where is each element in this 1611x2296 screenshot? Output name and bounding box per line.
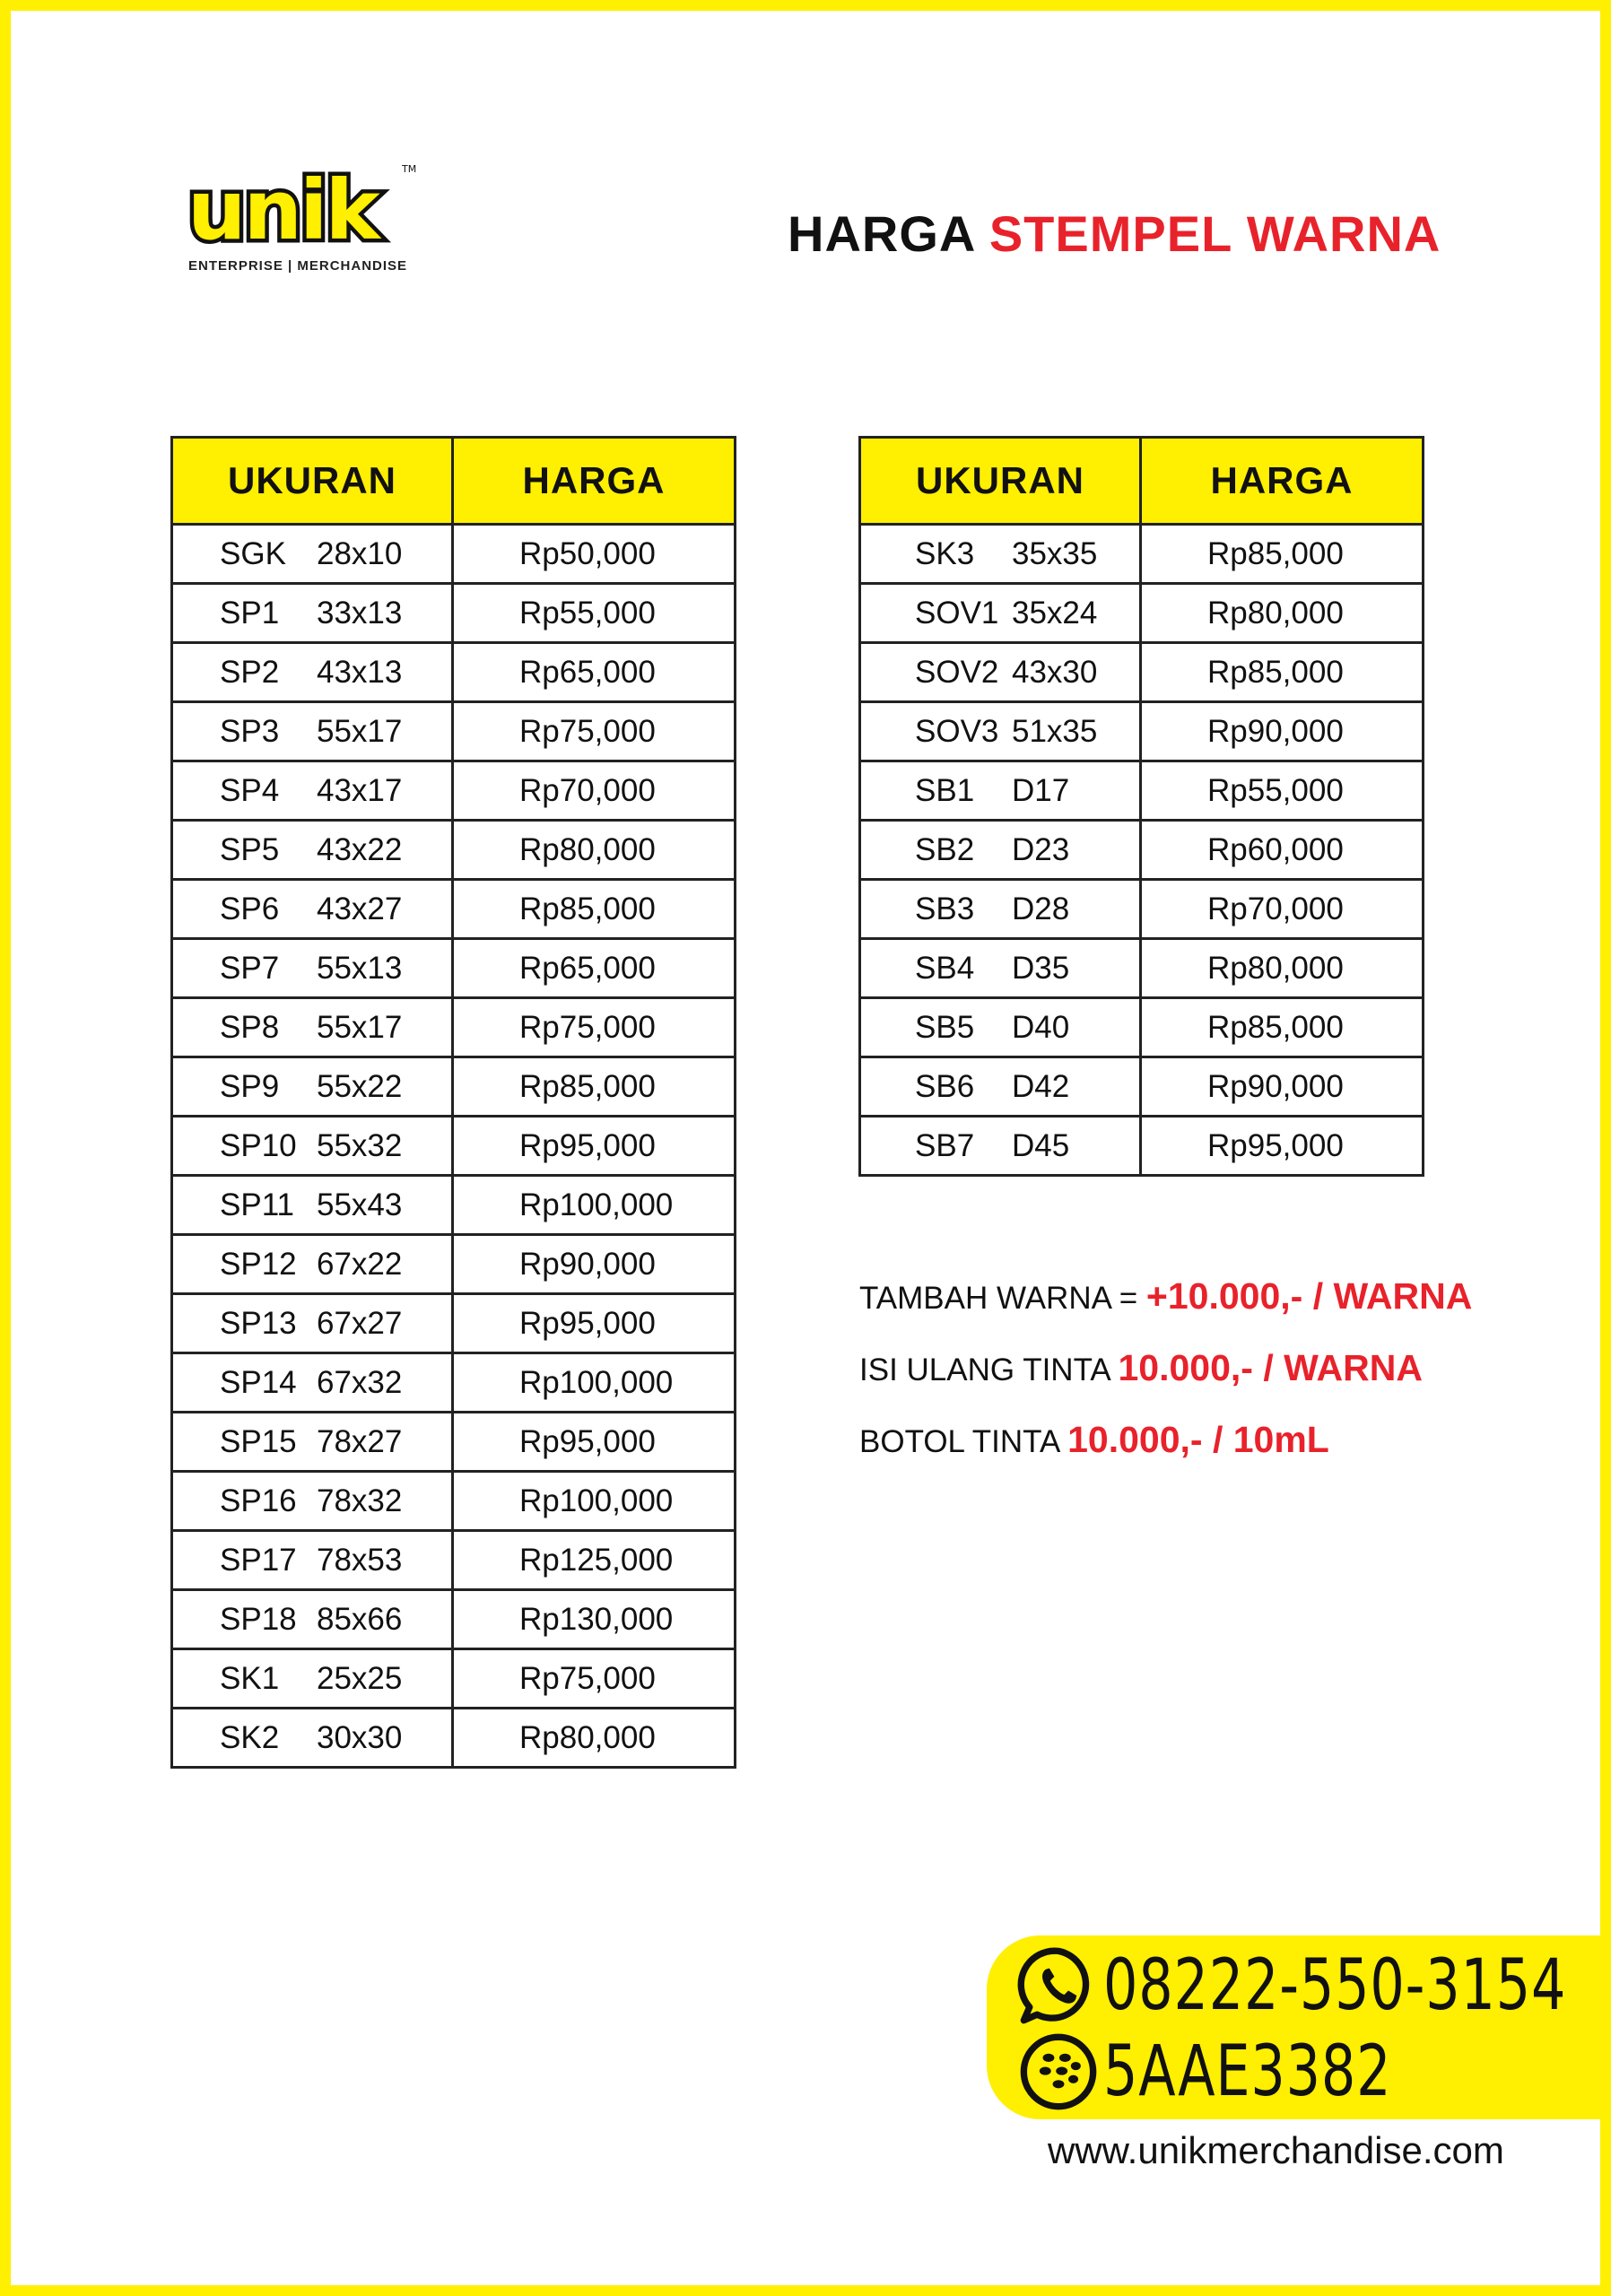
table-row [860,702,1424,761]
table-row [860,998,1424,1057]
stamp-code: SP9 [220,1068,280,1104]
stamp-size: 55x17 [317,1009,403,1045]
ukuran-cell [860,939,1141,998]
harga-cell: Rp95,000 [453,1294,736,1353]
page-title [788,204,1441,263]
stamp-size: 43x13 [317,654,403,690]
stamp-code: SK3 [915,535,975,571]
stamp-code: SP12 [220,1246,297,1282]
stamp-code: SB4 [915,950,975,986]
note-label: BOTOL TINTA [859,1424,1068,1459]
logo-trademark: TM [402,163,417,175]
ukuran-cell [172,939,453,998]
bbm-pin: 5AAE3382 [1103,2031,1392,2112]
table-row [172,880,736,939]
harga-cell: Rp85,000 [1141,525,1424,584]
title-prefix: HARGA [788,205,975,262]
harga-cell: Rp85,000 [1141,643,1424,702]
bbm-contact[interactable] [1014,2029,1439,2115]
harga-cell: Rp60,000 [1141,821,1424,880]
ukuran-cell [172,761,453,821]
table-header-row [860,438,1424,525]
header-harga: HARGA [453,438,736,525]
stamp-code: SP15 [220,1423,297,1459]
stamp-size: 55x32 [317,1127,403,1163]
stamp-size: 35x35 [1012,535,1098,571]
price-table-right [858,436,1424,1177]
stamp-size: 55x43 [317,1187,403,1222]
note-label: TAMBAH WARNA = [859,1281,1146,1316]
harga-cell: Rp85,000 [1141,998,1424,1057]
table-header-row [172,438,736,525]
stamp-code: SOV2 [915,654,999,690]
table-row [172,1117,736,1176]
stamp-size: 78x32 [317,1483,403,1518]
stamp-code: SP6 [220,891,280,926]
ukuran-cell [860,702,1141,761]
harga-cell: Rp90,000 [1141,1057,1424,1117]
stamp-size: 55x22 [317,1068,403,1104]
harga-cell: Rp80,000 [453,821,736,880]
harga-cell: Rp100,000 [453,1176,736,1235]
stamp-size: D45 [1012,1127,1070,1163]
stamp-size: 25x25 [317,1660,403,1696]
harga-cell: Rp65,000 [453,939,736,998]
harga-cell: Rp90,000 [1141,702,1424,761]
stamp-code: SB3 [915,891,975,926]
stamp-size: 30x30 [317,1719,403,1755]
table-row [172,1472,736,1531]
stamp-code: SP11 [220,1187,295,1222]
harga-cell: Rp80,000 [453,1709,736,1768]
table-row [172,1649,736,1709]
ukuran-cell [172,525,453,584]
whatsapp-number: 08222-550-3154 [1103,1945,1567,2026]
harga-cell: Rp75,000 [453,1649,736,1709]
ukuran-cell [860,525,1141,584]
table-row [172,1353,736,1413]
table-row [172,821,736,880]
table-row [172,761,736,821]
title-accent: STEMPEL WARNA [988,205,1441,262]
stamp-size: D17 [1012,772,1070,808]
table-row [860,761,1424,821]
table-row [172,1709,736,1768]
stamp-size: 28x10 [317,535,403,571]
table-row [860,821,1424,880]
header-ukuran: UKURAN [172,438,453,525]
harga-cell: Rp85,000 [453,1057,736,1117]
harga-cell: Rp80,000 [1141,584,1424,643]
stamp-code: SK2 [220,1719,280,1755]
note-value: 10.000,- / WARNA [1118,1347,1423,1388]
stamp-code: SP10 [220,1127,297,1163]
ukuran-cell [860,643,1141,702]
website-link[interactable]: www.unikmerchandise.com [1048,2129,1504,2171]
harga-cell: Rp55,000 [1141,761,1424,821]
table-row [172,643,736,702]
table-body-left [172,525,736,1768]
stamp-size: D42 [1012,1068,1070,1104]
ukuran-cell [172,1294,453,1353]
stamp-size: 78x53 [317,1542,403,1578]
stamp-code: SB6 [915,1068,975,1104]
stamp-code: SK1 [220,1660,280,1696]
harga-cell: Rp90,000 [453,1235,736,1294]
stamp-size: D23 [1012,831,1070,867]
table-body-right [860,525,1424,1176]
stamp-code: SP14 [220,1364,297,1400]
table-row [860,1117,1424,1176]
note-isi-ulang-tinta [859,1347,1472,1419]
ukuran-cell [172,1649,453,1709]
ukuran-cell [172,702,453,761]
table-row [172,939,736,998]
ukuran-cell [860,880,1141,939]
harga-cell: Rp70,000 [453,761,736,821]
harga-cell: Rp70,000 [1141,880,1424,939]
harga-cell: Rp125,000 [453,1531,736,1590]
stamp-size: D40 [1012,1009,1070,1045]
stamp-size: 43x17 [317,772,403,808]
harga-cell: Rp95,000 [453,1413,736,1472]
ukuran-cell [172,998,453,1057]
table-row [860,525,1424,584]
stamp-code: SB5 [915,1009,975,1045]
stamp-code: SB1 [915,772,975,808]
contact-panel [987,1935,1611,2119]
ukuran-cell [172,1472,453,1531]
logo-tagline: ENTERPRISE | MERCHANDISE [188,258,408,274]
stamp-size: 67x22 [317,1246,403,1282]
stamp-size: 33x13 [317,595,403,631]
stamp-code: SOV1 [915,595,999,631]
ukuran-cell [860,584,1141,643]
harga-cell: Rp85,000 [453,880,736,939]
stamp-code: SB7 [915,1127,975,1163]
table-row [172,702,736,761]
stamp-size: D28 [1012,891,1070,926]
table-row [172,525,736,584]
note-label: ISI ULANG TINTA [859,1352,1119,1387]
table-row [860,584,1424,643]
ukuran-cell [860,821,1141,880]
table-row [172,1176,736,1235]
blackberry-messenger-icon [1014,2029,1103,2115]
ukuran-cell [172,1235,453,1294]
table-row [172,584,736,643]
header-harga: HARGA [1141,438,1424,525]
stamp-size: 55x17 [317,713,403,749]
stamp-code: SP4 [220,772,280,808]
extra-charges-notes [859,1275,1472,1491]
stamp-size: 51x35 [1012,713,1098,749]
harga-cell: Rp65,000 [453,643,736,702]
stamp-code: SP2 [220,654,280,690]
stamp-size: 43x22 [317,831,403,867]
harga-cell: Rp75,000 [453,998,736,1057]
stamp-size: 43x27 [317,891,403,926]
stamp-code: SP1 [220,595,280,631]
harga-cell: Rp130,000 [453,1590,736,1649]
harga-cell: Rp95,000 [1141,1117,1424,1176]
ukuran-cell [860,761,1141,821]
table-row [860,1057,1424,1117]
stamp-size: D35 [1012,950,1070,986]
stamp-code: SP7 [220,950,280,986]
ukuran-cell [172,1353,453,1413]
table-row [172,1590,736,1649]
harga-cell: Rp95,000 [453,1117,736,1176]
stamp-code: SP5 [220,831,280,867]
stamp-size: 43x30 [1012,654,1098,690]
whatsapp-icon [1014,1943,1103,2029]
table-row [172,1235,736,1294]
ukuran-cell [172,1531,453,1590]
harga-cell: Rp55,000 [453,584,736,643]
ukuran-cell [860,998,1141,1057]
table-row [860,939,1424,998]
logo-wordmark: unik [187,162,378,258]
ukuran-cell [172,880,453,939]
harga-cell: Rp50,000 [453,525,736,584]
table-row [172,1057,736,1117]
stamp-size: 67x27 [317,1305,403,1341]
harga-cell: Rp100,000 [453,1353,736,1413]
ukuran-cell [172,643,453,702]
stamp-code: SP18 [220,1601,297,1637]
stamp-code: SP17 [220,1542,297,1578]
stamp-code: SB2 [915,831,975,867]
table-row [860,880,1424,939]
note-botol-tinta [859,1419,1472,1491]
table-row [172,1294,736,1353]
stamp-size: 55x13 [317,950,403,986]
ukuran-cell [172,1413,453,1472]
stamp-size: 67x32 [317,1364,403,1400]
harga-cell: Rp100,000 [453,1472,736,1531]
table-row [172,1531,736,1590]
harga-cell: Rp75,000 [453,702,736,761]
ukuran-cell [172,821,453,880]
ukuran-cell [172,1176,453,1235]
stamp-size: 78x27 [317,1423,403,1459]
stamp-size: 85x66 [317,1601,403,1637]
note-value: +10.000,- / WARNA [1145,1275,1473,1317]
stamp-code: SP3 [220,713,280,749]
header-ukuran: UKURAN [860,438,1141,525]
ukuran-cell [172,584,453,643]
table-row [860,643,1424,702]
ukuran-cell [860,1057,1141,1117]
stamp-code: SP13 [220,1305,297,1341]
stamp-code: SGK [220,535,286,571]
note-value: 10.000,- / 10mL [1067,1419,1329,1460]
price-table-left [170,436,736,1769]
stamp-code: SP16 [220,1483,297,1518]
ukuran-cell [860,1117,1141,1176]
stamp-code: SOV3 [915,713,999,749]
ukuran-cell [172,1117,453,1176]
whatsapp-contact[interactable] [1014,1943,1611,2029]
stamp-size: 35x24 [1012,595,1098,631]
harga-cell: Rp80,000 [1141,939,1424,998]
ukuran-cell [172,1057,453,1117]
table-row [172,998,736,1057]
note-tambah-warna [859,1275,1472,1347]
ukuran-cell [172,1590,453,1649]
stamp-code: SP8 [220,1009,280,1045]
ukuran-cell [172,1709,453,1768]
table-row [172,1413,736,1472]
